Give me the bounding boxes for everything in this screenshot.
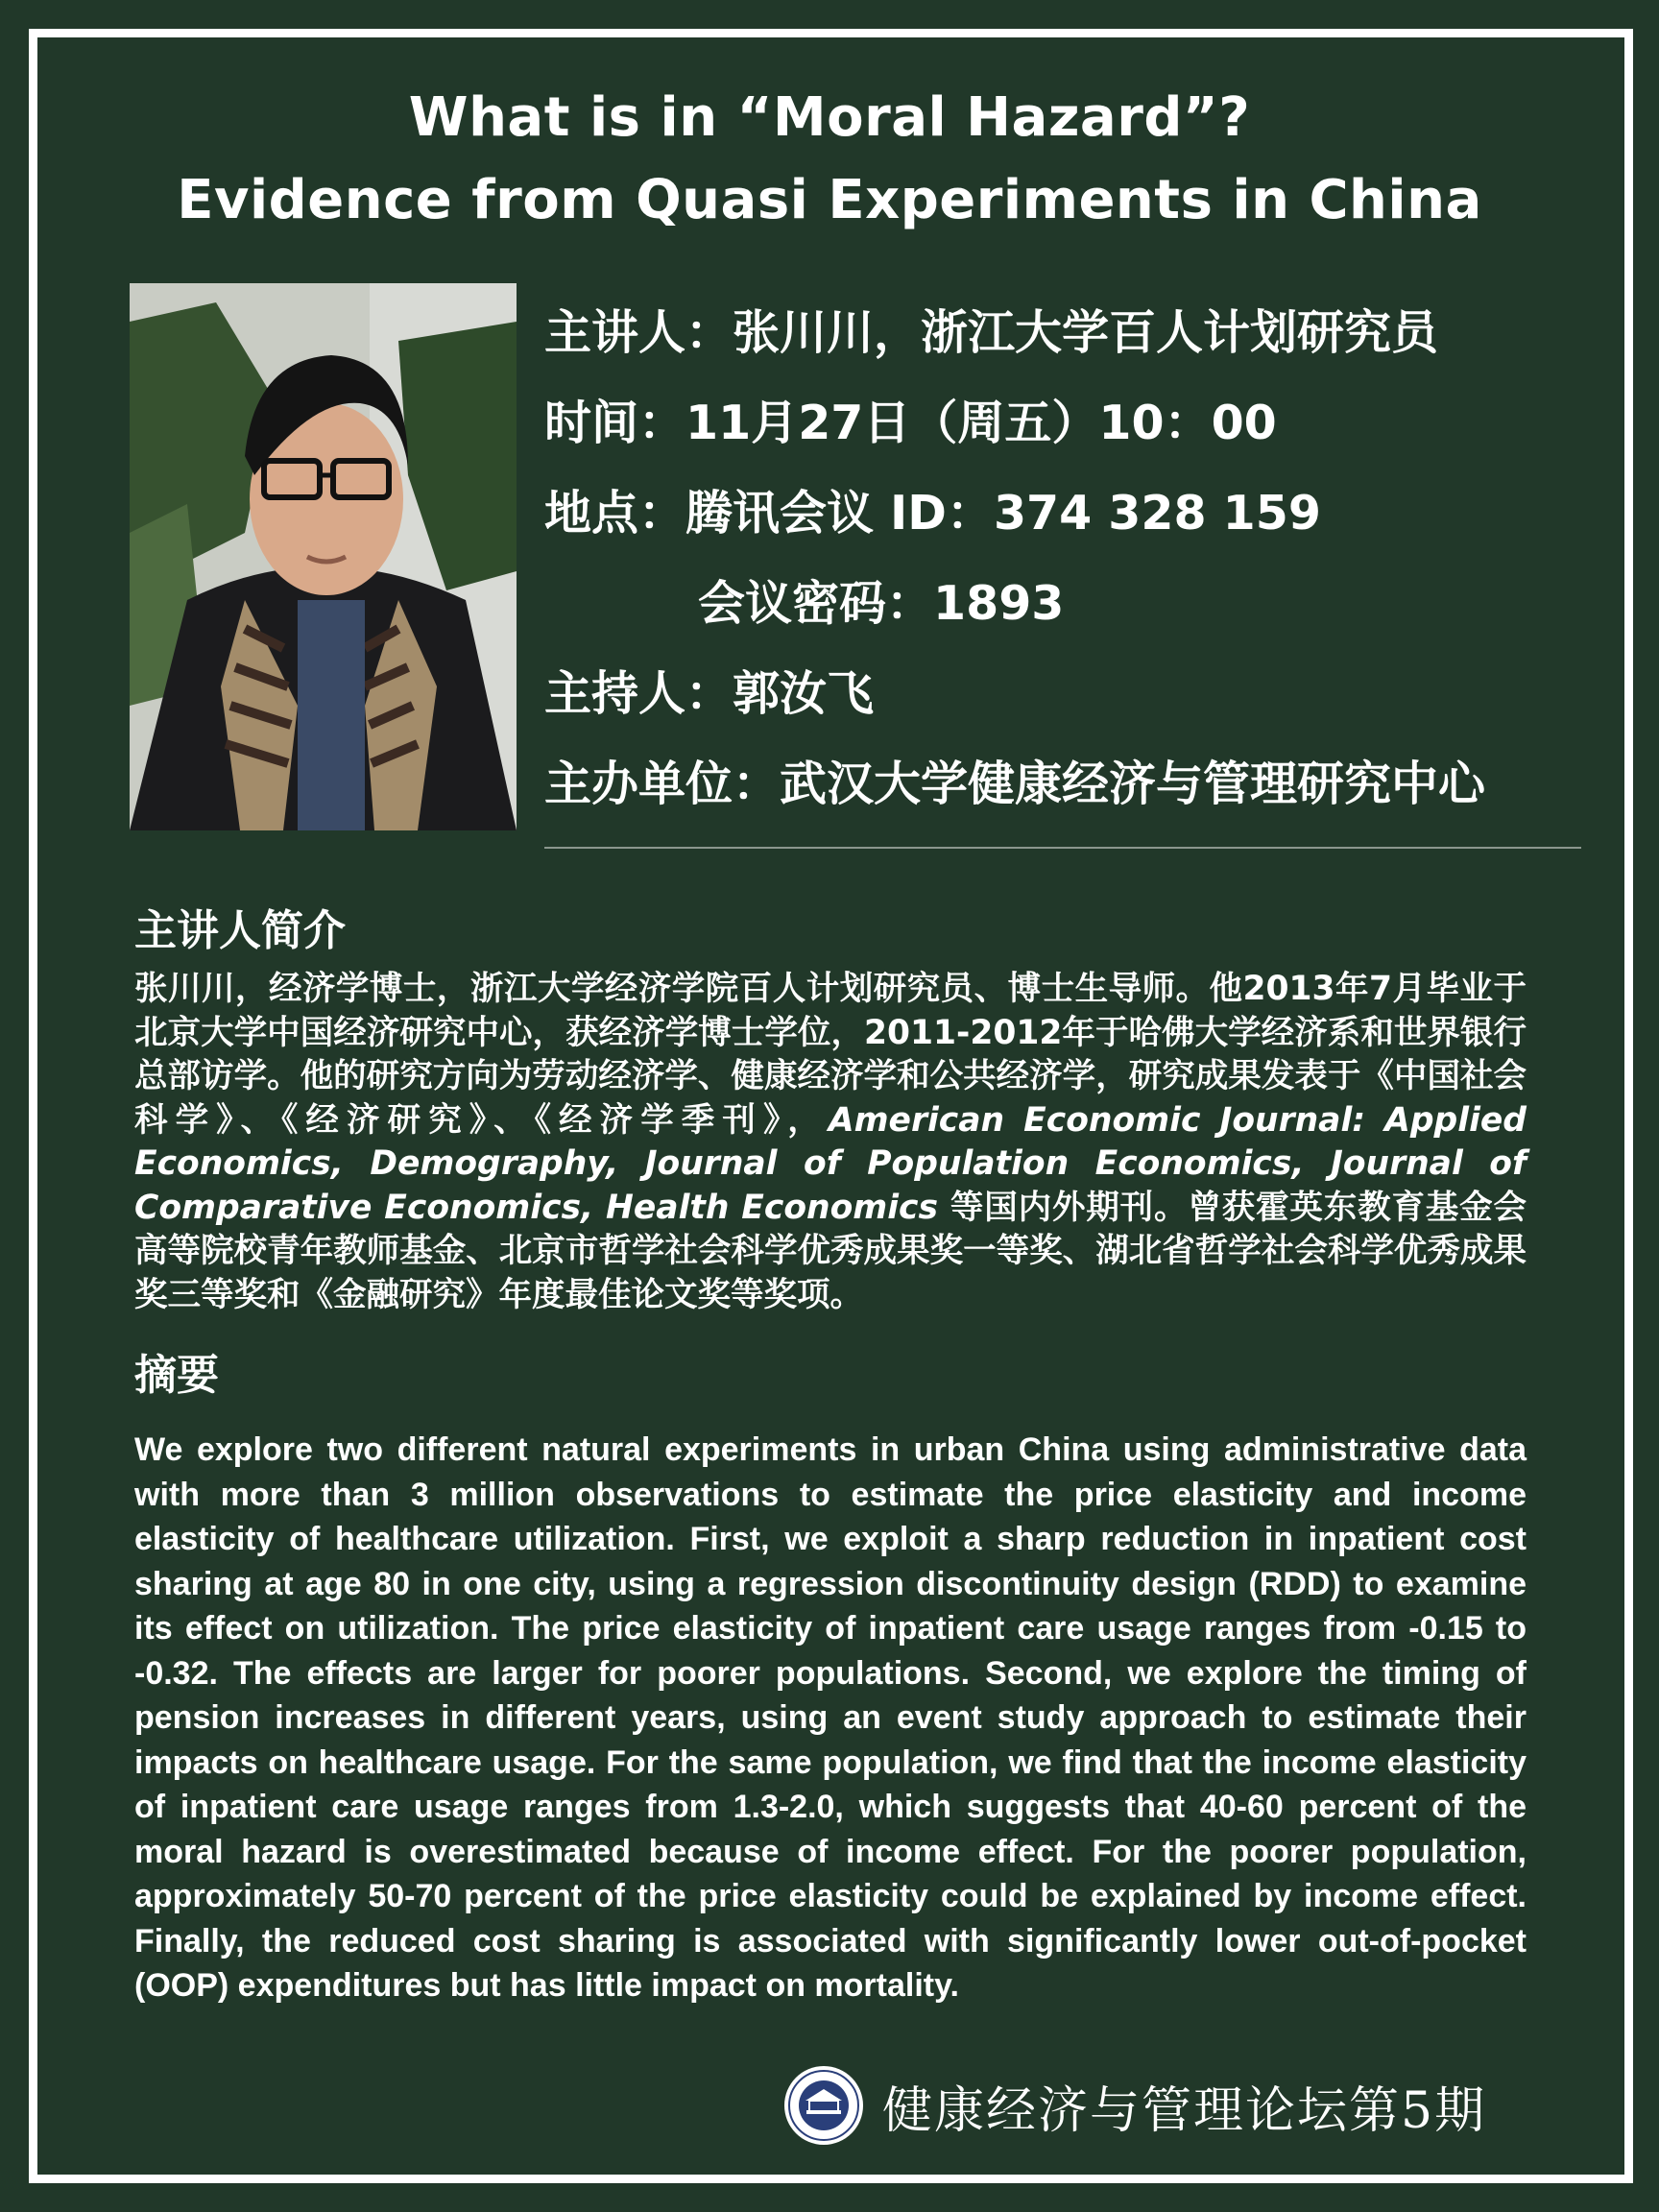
section-divider (544, 847, 1581, 849)
abstract-heading: 摘要 (134, 1351, 219, 1400)
organizer-line: 主办单位：武汉大学健康经济与管理研究中心 (544, 757, 1486, 811)
speaker-line: 主讲人：张川川，浙江大学百人计划研究员 (544, 305, 1439, 360)
speaker-portrait-image (130, 283, 517, 830)
university-seal-icon (782, 2064, 865, 2147)
title-line-2: Evidence from Quasi Experiments in China (177, 169, 1482, 231)
title-line-1: What is in “Moral Hazard”? (408, 86, 1251, 149)
forum-title: 健康经济与管理论坛第5期 (882, 2081, 1487, 2140)
time-line: 时间：11月27日（周五）10：00 (544, 396, 1277, 450)
bio-text-cn-continued: 等国内外期刊。曾获霍英东教育基金会高等院校青年教师基金、北京市哲学社会科学优秀成果奖一等奖、湖北省哲学社会科学优秀成果奖三等奖和《金融研究》年度最佳论文奖等奖项。 (134, 1188, 1527, 1314)
footer (782, 2062, 1551, 2149)
bio-heading: 主讲人简介 (134, 906, 346, 955)
abstract-text: We explore two different natural experiments in urban China using administrative data with more than 3 million observations to estimate the price elasticity and income elasticity of healthcare utilization. First, we exploit a sharp reduction in inpatient cost sharing at age 80 in one city, using a regression discontinuity design (RDD) to examine its effect on utilization. The price elasticity of inpatient care usage ranges from -0.15 to -0.32. The effects are larger for poorer populations. Second, we explore the timing of pension increases in different years, using an event study approach to estimate their impacts on healthcare usage. For the same population, we find that the income elasticity of inpatient care usage ranges from 1.3-2.0, which suggests that 40-60 percent of the moral hazard is overestimated because of income effect. For the poorer population, approximately 50-70 percent of the price elasticity could be explained by income effect. Finally, the reduced cost sharing is associated with significantly lower out-of-pocket (OOP) expenditures but has little impact on mortality. (134, 1431, 1527, 2004)
meeting-password-line: 会议密码：1893 (698, 576, 1065, 631)
speaker-photo (130, 283, 517, 830)
bio-text-cn: 张川川，经济学博士，浙江大学经济学院百人计划研究员、博士生导师。他2013年7月毕业于北京大学中国经济研究中心，获经济学博士学位，2011-2012年于哈佛大学经济系和世界银行总部访学。他的研究方向为劳动经济学、健康经济学和公共经济学，研究成果发表于《中国社会科学》、《经济研究》、《经济学季刊》， (134, 970, 1527, 1140)
bio-text-journals: American Economic Journal: Applied Economics, Demography, Journal of Population Economics, Journal of Comparative Economics, Health Economics (134, 1100, 1527, 1227)
host-line: 主持人：郭汝飞 (544, 666, 875, 721)
venue-line: 地点：腾讯会议 ID：374 328 159 (544, 486, 1321, 541)
speaker-bio (134, 968, 1527, 1317)
poster-title (0, 77, 1659, 242)
event-info (544, 300, 1600, 841)
